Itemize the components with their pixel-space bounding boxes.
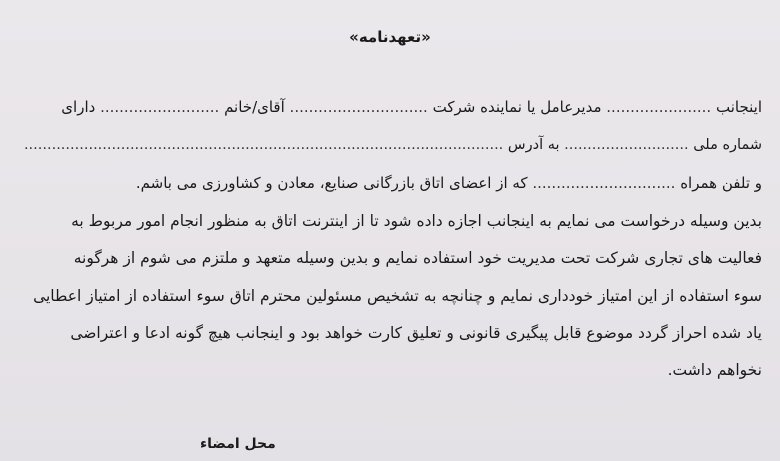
applicant-label: اینجانب <box>715 98 762 116</box>
body-line-5: نخواهم داشت. <box>667 361 762 379</box>
body-line-4: یاد شده احراز گردد موضوع قابل پیگیری قانونی و تعلیق کارت خواهد بود و اینجانب هیچ گونه ادعا و اعتراضی <box>70 324 762 342</box>
national-id-label: شماره ملی <box>693 137 762 153</box>
membership-statement: که از اعضای اتاق بازرگانی صنایع، معادن و کشاورزی می باشم. <box>135 174 528 192</box>
body-line-3: سوء استفاده از این امتیاز خودداری نمایم و چنانچه به تشخیص مسئولین محترم اتاق سوء استفاده از امتیاز اعطایی <box>33 287 762 305</box>
mobile-membership-line <box>18 172 762 194</box>
holder-label: دارای <box>61 98 96 116</box>
national-id-address-line <box>18 134 762 156</box>
mobile-label: و تلفن همراه <box>680 174 762 192</box>
address-blank: ........................................................................................................ <box>23 137 504 153</box>
role-label: مدیرعامل یا نماینده شرکت <box>432 98 602 116</box>
company-name-blank: ...................... <box>606 98 712 116</box>
person-name-blank: ......................... <box>100 98 220 116</box>
document-title: «تعهدنامه» <box>349 28 431 46</box>
signature-label: محل امضاء <box>200 436 276 452</box>
title-mr-mrs-label: آقای/خانم <box>224 98 285 116</box>
body-line-1: بدین وسیله درخواست می نمایم به اینجانب اجازه داده شود تا از اینترنت اتاق به منظور انجام امور مربوط به <box>71 212 762 230</box>
applicant-name-line <box>18 96 762 118</box>
address-label: به آدرس <box>507 137 560 153</box>
company-blank: ............................. <box>289 98 428 116</box>
body-line-2: فعالیت های تجاری شرکت تحت مدیریت خود استفاده نمایم و بدین وسیله متعهد و ملتزم می شوم از هرگونه <box>73 249 762 267</box>
mobile-blank: .............................. <box>532 174 676 192</box>
national-id-blank: ........................... <box>564 137 689 153</box>
